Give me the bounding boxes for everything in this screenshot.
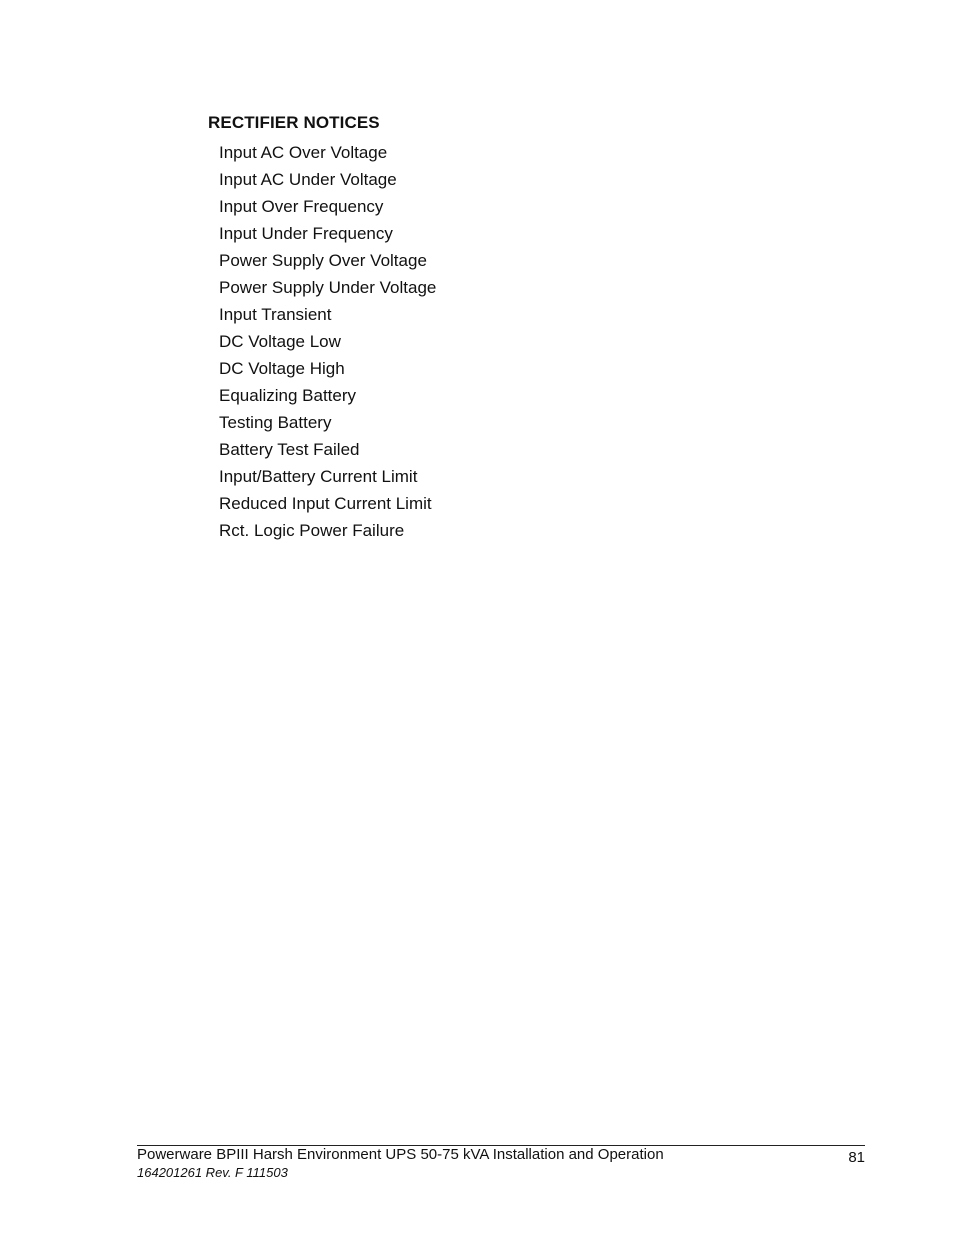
list-item: Input/Battery Current Limit [219, 467, 418, 486]
list-item: Input AC Over Voltage [219, 143, 388, 162]
list-item: Battery Test Failed [219, 440, 360, 459]
section-heading: RECTIFIER NOTICES [208, 113, 380, 132]
footer-document-number: 164201261 Rev. F 111503 [137, 1165, 288, 1180]
list-item: Input Under Frequency [219, 224, 393, 243]
list-item: Power Supply Over Voltage [219, 251, 427, 270]
list-item: Input Over Frequency [219, 197, 384, 216]
notice-list [208, 139, 808, 544]
list-item: DC Voltage Low [219, 332, 341, 351]
list-item: DC Voltage High [219, 359, 345, 378]
page-footer [137, 1145, 865, 1180]
list-item: Reduced Input Current Limit [219, 494, 432, 513]
list-item: Testing Battery [219, 413, 332, 432]
list-item: Rct. Logic Power Failure [219, 521, 405, 540]
page-number: 81 [848, 1149, 865, 1166]
footer-document-title: Powerware BPIII Harsh Environment UPS 50-75 kVA Installation and Operation [137, 1146, 664, 1163]
list-item: Input AC Under Voltage [219, 170, 397, 189]
list-item: Equalizing Battery [219, 386, 357, 405]
rectifier-notices-section [208, 112, 808, 544]
list-item: Power Supply Under Voltage [219, 278, 437, 297]
list-item: Input Transient [219, 305, 332, 324]
